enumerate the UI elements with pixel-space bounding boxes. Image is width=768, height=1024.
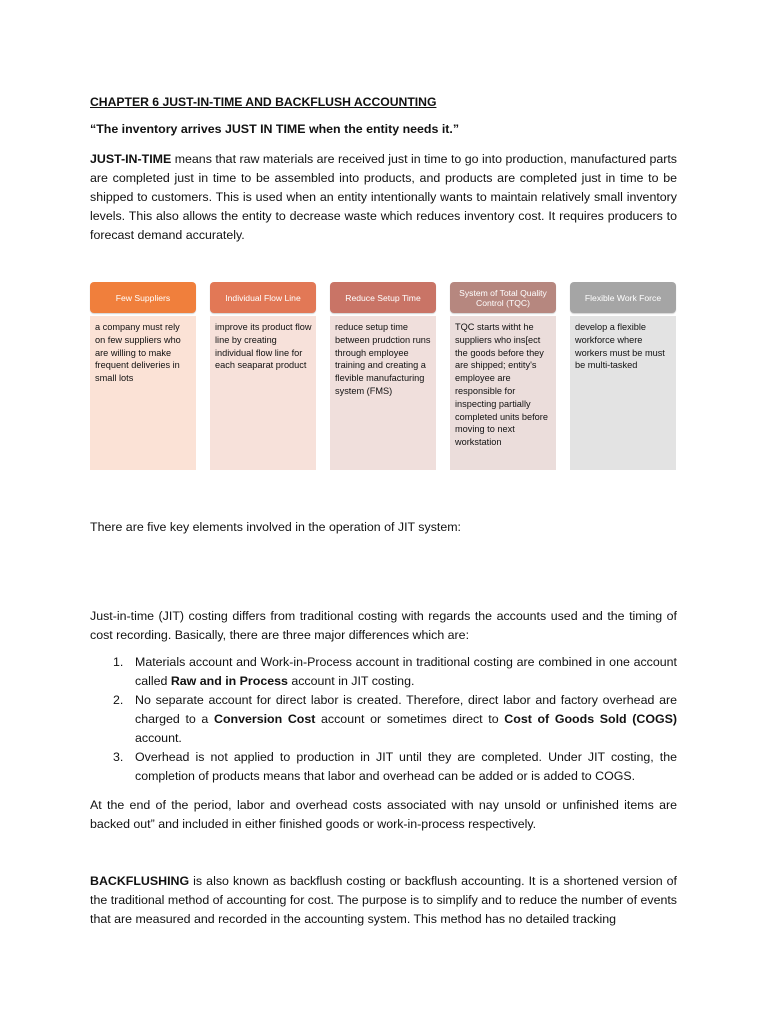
jit-definition-paragraph xyxy=(90,150,677,245)
list-bold-term: Cost of Goods Sold (COGS) xyxy=(504,712,677,726)
costing-intro-paragraph: Just-in-time (JIT) costing differs from traditional costing with regards the accounts used and the timing of cost recording. Basically, there are three major differences which are: xyxy=(90,609,677,642)
list-number: 1. xyxy=(113,655,124,669)
differences-list xyxy=(90,653,677,786)
backflushing-term: BACKFLUSHING xyxy=(90,874,190,888)
element-header: Individual Flow Line xyxy=(210,282,316,313)
list-text: Overhead is not applied to production in JIT until they are completed. Under JIT costing, the completion of products means that labor and overhead can be added or is added to COGS. xyxy=(135,750,677,783)
backflushing-text: is also known as backflush costing or backflush accounting. It is a shortened version of the traditional method of accounting for cost. The purpose is to simplify and to reduce the number of events that are measured and recorded in the accounting system. This method has no detailed tracking xyxy=(90,874,677,926)
list-text: account in JIT costing. xyxy=(287,674,415,688)
element-body: develop a flexible workforce where workers must be must be multi-tasked xyxy=(570,316,676,470)
jit-term: JUST-IN-TIME xyxy=(90,152,172,166)
element-body: reduce setup time between prudction runs through employee training and creating a flevible manufacturing system (FMS) xyxy=(330,316,436,470)
backflushing-paragraph xyxy=(90,872,677,929)
list-number: 2. xyxy=(113,693,124,707)
list-bold-term: Conversion Cost xyxy=(214,712,316,726)
list-text: account or sometimes direct to xyxy=(315,712,505,726)
element-header: System of Total Quality Control (TQC) xyxy=(450,282,556,313)
list-text: account. xyxy=(135,731,182,745)
backed-out-paragraph: At the end of the period, labor and overhead costs associated with nay unsold or unfinished items are backed out” and included in either finished goods or work-in-process respectively. xyxy=(90,798,677,831)
jit-elements-diagram xyxy=(90,282,676,470)
element-column xyxy=(210,282,316,470)
element-column xyxy=(90,282,196,470)
list-item xyxy=(90,748,677,786)
list-text: No separate account for direct labor is created. Therefore, direct labor and factory overhead are charged to a xyxy=(135,693,677,726)
jit-definition-text: means that raw materials are received just in time to go into production, manufactured parts are completed just in time to be assembled into products, and products are completed just in time to be shipped to customers. This is used when an entity intentionally wants to maintain relatively small inventory levels. This also allows the entity to decrease waste which reduces inventory cost. It requires producers to forecast demand accurately. xyxy=(90,152,677,242)
chapter-title: CHAPTER 6 JUST-IN-TIME AND BACKFLUSH ACCOUNTING xyxy=(90,95,437,109)
element-body: TQC starts witht he suppliers who ins[ect the goods before they are shipped; entity's employee are responsible for inspecting partially completed units before moving to next workstation xyxy=(450,316,556,470)
five-elements-sentence: There are five key elements involved in the operation of JIT system: xyxy=(90,520,461,534)
element-body: a company must rely on few suppliers who are willing to make frequent deliveries in small lots xyxy=(90,316,196,470)
list-item xyxy=(90,691,677,748)
element-column xyxy=(330,282,436,470)
list-text: Materials account and Work-in-Process account in traditional costing are combined in one account called xyxy=(135,655,677,688)
list-number: 3. xyxy=(113,750,124,764)
element-body: improve its product flow line by creating individual flow line for each seaparat product xyxy=(210,316,316,470)
chapter-quote: “The inventory arrives JUST IN TIME when the entity needs it.” xyxy=(90,122,460,136)
element-header: Few Suppliers xyxy=(90,282,196,313)
element-column xyxy=(570,282,676,470)
list-bold-term: Raw and in Process xyxy=(170,674,288,688)
element-header: Flexible Work Force xyxy=(570,282,676,313)
list-item xyxy=(90,653,677,691)
element-column xyxy=(450,282,556,470)
element-header: Reduce Setup Time xyxy=(330,282,436,313)
